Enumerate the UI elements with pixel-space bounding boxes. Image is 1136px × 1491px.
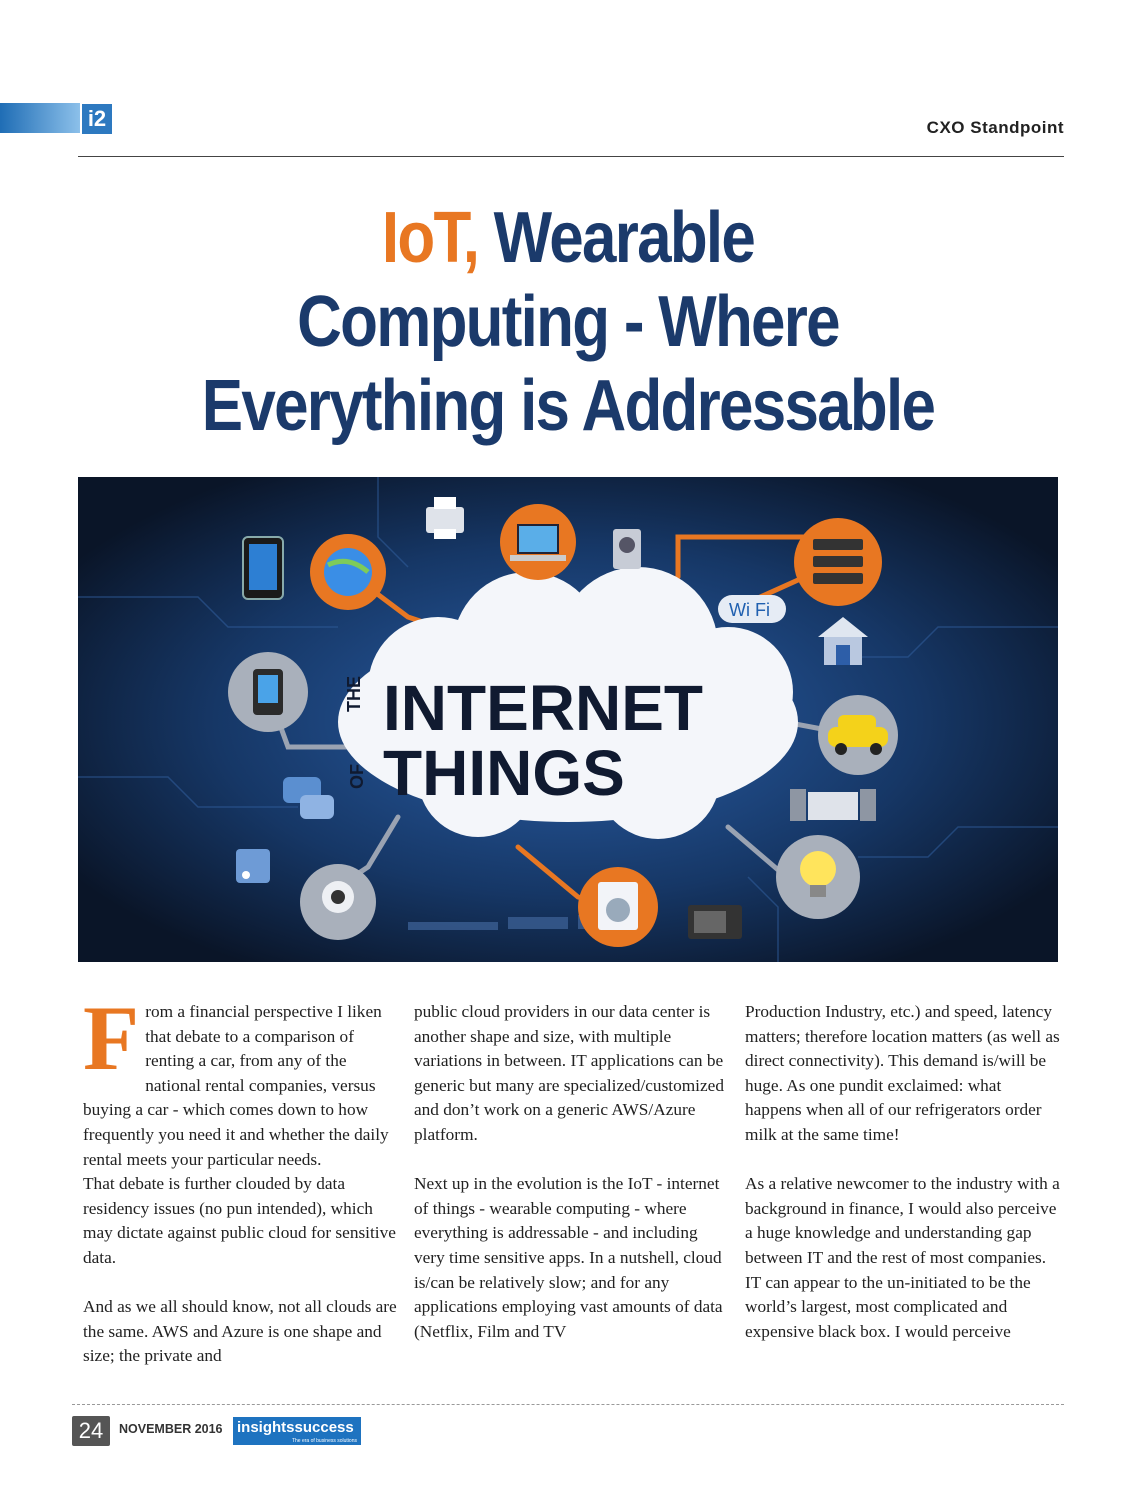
hero-illustration	[78, 477, 1058, 962]
article-column-1	[83, 987, 398, 1369]
hard-drive-icon	[613, 529, 641, 569]
col1-paragraph-3: And as we all should know, not all clouds are the same. AWS and Azure is one shape and size; the private and	[83, 1297, 397, 1366]
col3-paragraph-2: As a relative newcomer to the industry with a background in finance, I would also perceive a huge knowledge and understanding gap between IT and the rest of most companies. IT can appear to the un-initiated to be the world’s largest, most complicated and expensive black box. I would perceive	[745, 1174, 1060, 1341]
article-headline	[140, 196, 997, 448]
hero-text-things: THINGS	[383, 737, 625, 809]
globe-icon	[310, 534, 386, 610]
rss-icon	[236, 849, 270, 883]
header-divider	[78, 156, 1064, 157]
headline-line3: Everything is Addressable	[201, 366, 935, 446]
server-icon	[794, 518, 882, 606]
car-icon	[818, 695, 898, 775]
col1-paragraph-1: rom a financial perspective I liken that debate to a comparison of renting a car, from any of the national rental companies, versus buying a car - which comes down to how frequently you need it and whether the daily rental meets your particular needs.	[83, 1002, 389, 1169]
col1-paragraph-2: That debate is further clouded by data residency issues (no pun intended), which may dictate against public cloud for sensitive data.	[83, 1174, 396, 1267]
col3-paragraph-1: Production Industry, etc.) and speed, latency matters; therefore location matters (as well as direct connectivity). This demand is/will be huge. As one pundit exclaimed: what happens when all of our refrigerators order milk at the same time!	[745, 1002, 1060, 1144]
headline-line1: Wearable	[478, 198, 755, 278]
header-accent-bar	[0, 103, 80, 133]
hero-text-the: THE	[344, 676, 364, 712]
hero-text-internet: INTERNET	[383, 672, 703, 744]
brand-name: insightssuccess	[237, 1419, 354, 1436]
webcam-icon	[300, 864, 376, 940]
svg-text:Wi Fi: Wi Fi	[729, 600, 770, 620]
col2-paragraph-2: Next up in the evolution is the IoT - internet of things - wearable computing - where everything is addressable - and including very time sensitive apps. In a nutshell, cloud is/can be relatively slow; and for any applications employing vast amounts of data (Netflix, Film and TV	[414, 1174, 723, 1341]
microwave-icon	[688, 905, 742, 939]
col2-paragraph-1: public cloud providers in our data center is another shape and size, with multiple variations in between. IT applications can be generic but many are specialized/customized and don’t work on a generic AWS/Azure platform.	[414, 1002, 724, 1144]
wifi-icon	[718, 595, 786, 623]
hero-text-of: OF	[347, 764, 367, 789]
magazine-logo: i2	[82, 104, 112, 134]
washing-machine-icon	[578, 867, 658, 947]
headline-line2: Computing - Where	[297, 282, 839, 362]
headline-accent: IoT,	[381, 198, 479, 278]
light-bulb-icon	[776, 835, 860, 919]
section-label: CXO Standpoint	[926, 118, 1064, 137]
article-column-3	[745, 1000, 1060, 1344]
drop-cap: F	[83, 987, 140, 1089]
page-number: 24	[72, 1416, 110, 1446]
brand-tagline: The era of business solutions	[291, 1438, 357, 1444]
issue-date: NOVEMBER 2016	[119, 1422, 223, 1436]
footer-divider	[72, 1404, 1064, 1405]
brand-logo	[233, 1417, 361, 1445]
article-column-2	[414, 1000, 729, 1344]
mobile-phone-icon	[228, 652, 308, 732]
tablet-icon	[243, 537, 283, 599]
laptop-icon	[500, 504, 576, 580]
speakers-icon	[790, 789, 876, 821]
